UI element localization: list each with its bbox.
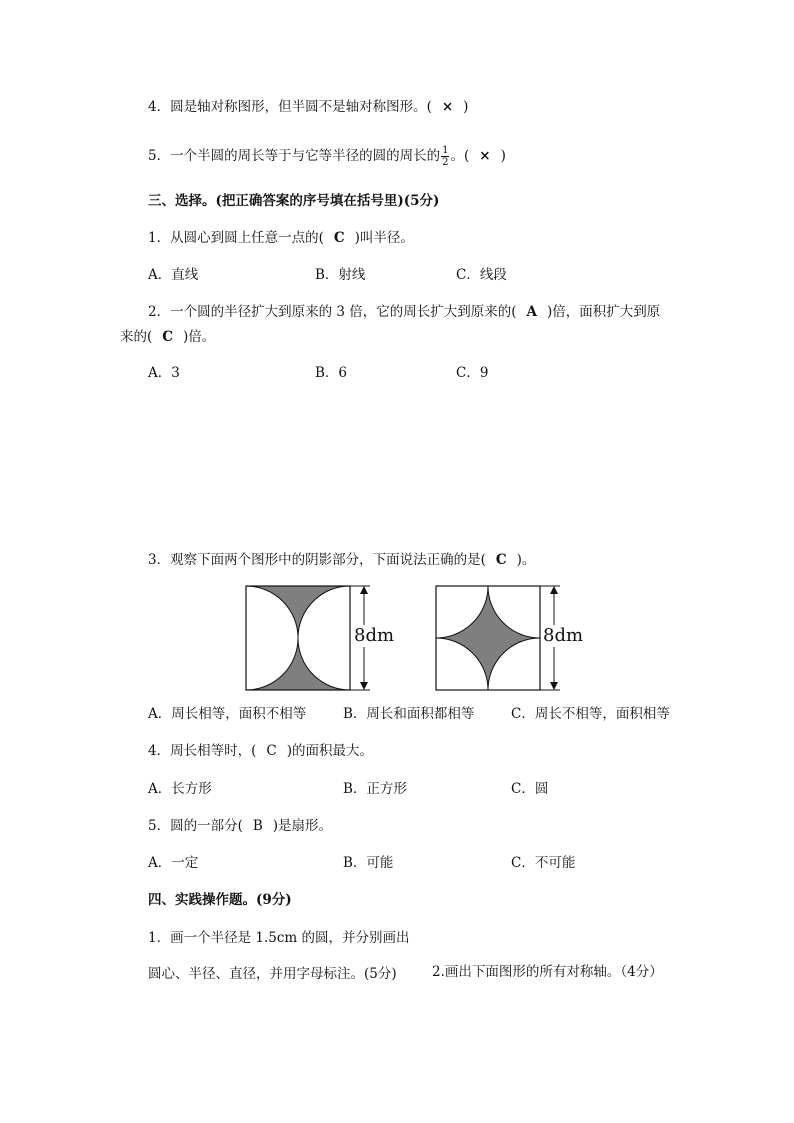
choice-q4-option-b: B．正方形 [343, 781, 407, 797]
figure-left-arrow-down-icon [360, 682, 368, 690]
choice-q5-option-a: A．一定 [148, 855, 199, 871]
choice-q4-option-a: A．长方形 [148, 781, 212, 797]
choice-q3-option-c: C．周长不相等，面积相等 [511, 706, 670, 722]
figure-left-arrow-up-icon [360, 586, 368, 594]
choice-q2-answer2: C [162, 329, 174, 345]
choice-q1-option-a: A．直线 [148, 267, 199, 283]
choice-q2-line2: 来的( C )倍。 [120, 329, 216, 345]
fraction-one-half: $\frac{1}{2}$ [442, 145, 449, 168]
figure-right-label: 8dm [543, 625, 584, 646]
choice-q4: 4．周长相等时，( C )的面积最大。 [148, 743, 373, 759]
choice-q4-option-c: C．圆 [511, 781, 549, 797]
choice-q2-option-a: A．3 [148, 365, 180, 381]
choice-q2-line1: 2．一个圆的半径扩大到原来的 3 倍，它的周长扩大到原来的( A )倍，面积扩大到原 [148, 304, 661, 320]
choice-q3: 3．观察下面两个图形中的阴影部分，下面说法正确的是( C )。 [148, 552, 536, 568]
choice-q1-option-c: C．线段 [456, 267, 507, 283]
choice-q5: 5．圆的一部分( B )是扇形。 [148, 818, 333, 834]
choice-q5-option-b: B．可能 [343, 855, 394, 871]
choice-q4-answer: C [266, 743, 277, 759]
practice-q1-line2: 圆心、半径、直径，并用字母标注。(5分) [148, 966, 397, 982]
choice-q3-option-b: B．周长和面积都相等 [343, 706, 475, 722]
figure-right-shade [436, 586, 540, 690]
choice-q5-answer: B [252, 818, 263, 834]
figure-right-arrow-up-icon [550, 586, 558, 594]
choice-q1-option-b: B．射线 [315, 267, 366, 283]
choice-q1-answer: C [333, 230, 345, 246]
practice-q2: 2.画出下面图形的所有对称轴。（4分） [432, 964, 663, 980]
figure-left-label: 8dm [354, 625, 395, 646]
section3-title: 三、选择。(把正确答案的序号填在括号里)(5分) [148, 193, 440, 209]
judge-q5: 5．一个半圆的周长等于与它等半径的圆的周长的 $\frac{1}{2}$ 。( × ) [148, 145, 506, 168]
judge-q5-answer: × [479, 148, 491, 164]
choice-q2-option-c: C．9 [456, 365, 489, 381]
practice-q1-line1: 1．画一个半径是 1.5cm 的圆，并分别画出 [148, 930, 410, 946]
choice-q3-answer: C [495, 552, 507, 568]
judge-q4: 4．圆是轴对称图形，但半圆不是轴对称图形。( × ) [148, 99, 469, 115]
judge-q4-answer: × [441, 99, 454, 115]
figure-right-arrow-down-icon [550, 682, 558, 690]
choice-q1: 1．从圆心到圆上任意一点的( C )叫半径。 [148, 230, 414, 246]
choice-q2-option-b: B．6 [315, 365, 348, 381]
choice-q5-option-c: C．不可能 [511, 855, 576, 871]
choice-q2-answer1: A [526, 304, 538, 320]
section4-title: 四、实践操作题。(9分) [148, 892, 292, 908]
figure-left-shade [246, 586, 350, 690]
choice-q3-option-a: A．周长相等，面积不相等 [148, 706, 307, 722]
